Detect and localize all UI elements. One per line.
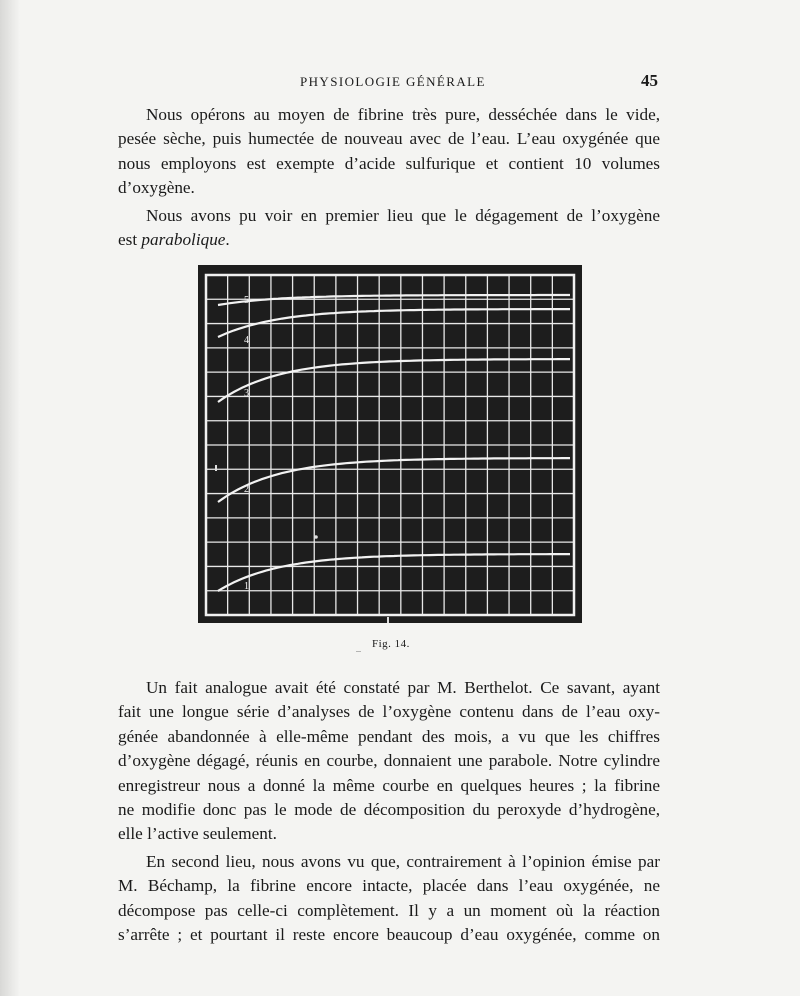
text-line: génée abandonnée à elle-même pendant des mois, a vu que les chiffres [118,726,660,746]
text-line: pesée sèche, puis humectée de nouveau avec de l’eau. L’eau oxygénée que [118,129,660,149]
figure-caption: Fig. 14. [372,638,410,650]
text-line: nous employons est exempte d’acide sulfurique et contient 10 volumes [118,153,660,173]
running-title: PHYSIOLOGIE GÉNÉRALE [300,74,486,89]
curve-label: 5 [244,295,249,306]
paragraph-4 [118,850,660,948]
paragraph-3 [118,676,660,847]
plot-background [198,265,582,623]
text-line: elle l’active seulement. [118,824,277,844]
page-number: 45 [641,71,658,90]
bottom-text-block [118,676,660,947]
paragraph-1 [118,103,660,201]
text-line: fait une longue série d’analyses de l’oxygène contenu dans de l’eau oxy- [118,702,660,722]
text-line: d’oxygène. [118,178,195,198]
curve-label: 2 [244,484,249,495]
text-line: Un fait analogue avait été constaté par M. Berthelot. Ce savant, ayant [146,678,660,697]
text-line: M. Béchamp, la fibrine encore intacte, placée dans l’eau oxygénée, ne [118,876,660,896]
text-fragment: est [118,230,142,250]
text-line: Nous avons pu voir en premier lieu que le dégagement de l’oxygène [146,205,660,225]
text-line: enregistreur nous a donné la même courbe en quelques heures ; la fibrine [118,775,660,795]
ink-spot [314,535,318,539]
curve-label: 4 [244,335,249,346]
top-text-block [118,103,660,252]
text-line: Nous opérons au moyen de fibrine très pure, desséchée dans le vide, [146,105,660,124]
text-line-with-emphasis [118,228,660,252]
curve-label: 3 [244,388,249,399]
figure-14-plot [198,265,582,623]
caption-dash: _ [356,641,361,652]
curve-label: 1 [244,581,249,592]
page-edge-shadow [0,0,20,996]
paragraph-2 [118,204,660,253]
text-line: décompose pas celle-ci complètement. Il y a un moment où la réaction [118,900,660,920]
text-line: ne modifie donc pas le mode de décomposition du peroxyde d’hydrogène, [118,800,660,820]
text-line: En second lieu, nous avons vu que, contrairement à l’opinion émise par [146,851,660,871]
text-line: d’oxygène dégagé, réunis en courbe, donnaient une parabole. Notre cylindre [118,751,660,771]
text-line: s’arrête ; et pourtant il reste encore beaucoup d’eau oxygénée, comme on [118,925,660,945]
emphasis-parabolique: parabolique [141,230,226,250]
text-fragment: . [225,230,230,250]
